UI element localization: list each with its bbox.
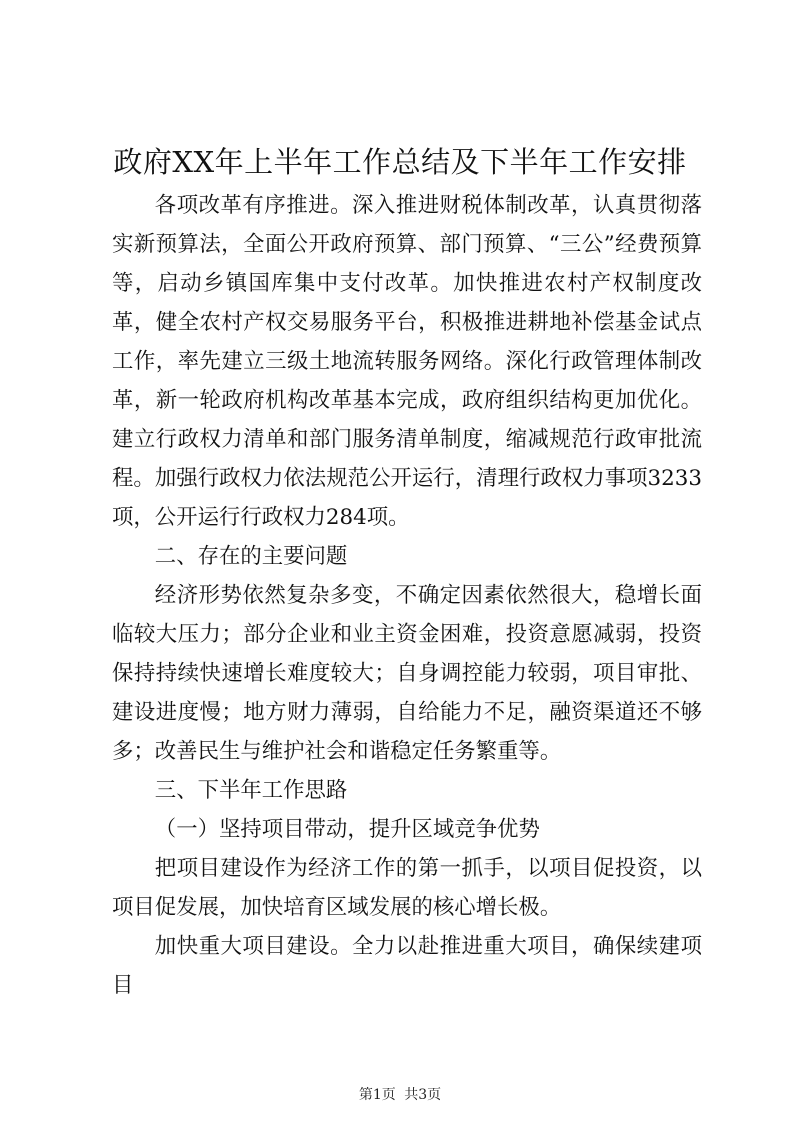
paragraph-reform-progress: 各项改革有序推进。深入推进财税体制改革，认真贯彻落实新预算法，全面公开政府预算、部门预算、“三公”经费预算等，启动乡镇国库集中支付改革。加快推进农村产权制度改革，健全农村产权交易服务平台，积极推进耕地补偿基金试点工作，率先建立三级土地流转服务网络。深化行政管理体制改革，新一轮政府机构改革基本完成，政府组织结构更加优化。建立行政权力清单和部门服务清单制度，缩减规范行政审批流程。加强行政权力依法规范公开运行，清理行政权力事项3233项，公开运行行政权力284项。 bbox=[112, 193, 702, 530]
page-footer bbox=[0, 1085, 800, 1105]
section-heading-problems: 二、存在的主要问题 bbox=[154, 544, 348, 569]
paragraph-project-construction: 把项目建设作为经济工作的第一抓手，以项目促投资，以项目促发展，加快培育区域发展的核心增长极。 bbox=[112, 856, 702, 920]
paragraph-major-projects: 加快重大项目建设。全力以赴推进重大项目，确保续建项目 bbox=[112, 934, 702, 998]
section-heading-work-plan: 三、下半年工作思路 bbox=[154, 778, 348, 803]
page-total: 共3页 bbox=[404, 1087, 442, 1103]
document-body bbox=[112, 186, 702, 1005]
page-number: 第1页 bbox=[358, 1087, 396, 1103]
paragraph-problems: 经济形势依然复杂多变，不确定因素依然很大，稳增长面临较大压力；部分企业和业主资金困难，投资意愿减弱，投资保持持续快速增长难度较大；自身调控能力较弱，项目审批、建设进度慢；地方财力薄弱，自给能力不足，融资渠道还不够多；改善民生与维护社会和谐稳定任务繁重等。 bbox=[112, 583, 702, 764]
subheading-project-driven: （一）坚持项目带动，提升区域竞争优势 bbox=[154, 817, 540, 842]
document-title: 政府XX年上半年工作总结及下半年工作安排 bbox=[113, 145, 687, 179]
